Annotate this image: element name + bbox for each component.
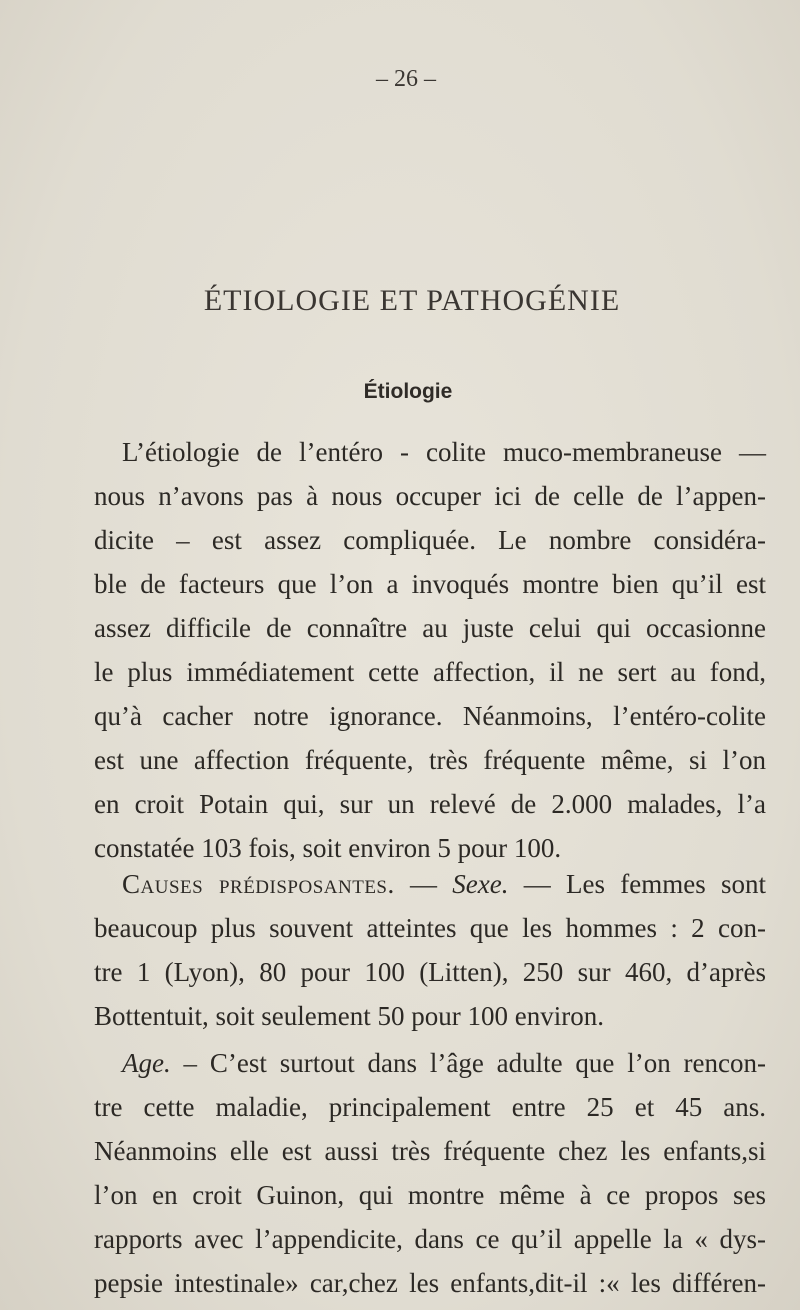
paragraph-first-line bbox=[94, 862, 766, 906]
paragraph-causes-sexe bbox=[94, 862, 766, 1038]
paragraph-line: beaucoup plus souvent atteintes que les hommes : 2 con- bbox=[94, 913, 766, 943]
causes-heading: Causes prédisposantes. bbox=[122, 869, 395, 899]
paragraph-line: tre 1 (Lyon), 80 pour 100 (Litten), 250 sur 460, d’après bbox=[94, 957, 766, 987]
paragraph-line: l’on en croit Guinon, qui montre même à ce propos ses bbox=[94, 1180, 766, 1210]
paragraph-line: Néanmoins elle est aussi très fréquente chez les enfants,si bbox=[94, 1136, 766, 1166]
paragraph-line: constatée 103 fois, soit environ 5 pour 100. bbox=[94, 833, 562, 863]
paragraph-line: L’étiologie de l’entéro - colite muco-membraneuse — bbox=[122, 437, 766, 467]
age-subheading: Age. bbox=[122, 1048, 171, 1078]
first-line-rest: – C’est surtout dans l’âge adulte que l’on rencon- bbox=[170, 1048, 766, 1078]
paragraph-line: Bottentuit, soit seulement 50 pour 100 environ. bbox=[94, 1001, 604, 1031]
paragraph-first-line bbox=[94, 1041, 766, 1085]
paragraph-line: ble de facteurs que l’on a invoqués montre bien qu’il est bbox=[94, 569, 766, 599]
chapter-title: ÉTIOLOGIE ET PATHOGÉNIE bbox=[203, 284, 621, 317]
paragraph-age bbox=[94, 1041, 766, 1305]
paragraph-line: est une affection fréquente, très fréquente même, si l’on bbox=[94, 745, 766, 775]
paragraph-line: nous n’avons pas à nous occuper ici de celle de l’appen- bbox=[94, 481, 766, 511]
paragraph-line: en croit Potain qui, sur un relevé de 2.000 malades, l’a bbox=[94, 789, 766, 819]
paragraph-line: le plus immédiatement cette affection, il ne sert au fond, bbox=[94, 657, 766, 687]
sexe-subheading: Sexe. bbox=[452, 869, 509, 899]
section-title: Étiologie bbox=[363, 380, 453, 403]
paragraph-line: assez difficile de connaître au juste celui qui occasionne bbox=[94, 613, 766, 643]
heading-separator: — bbox=[394, 869, 453, 899]
paragraph-line: rapports avec l’appendicite, dans ce qu’il appelle la « dys- bbox=[94, 1224, 766, 1254]
first-line-rest: — Les femmes sont bbox=[508, 869, 766, 899]
paragraph-line: qu’à cacher notre ignorance. Néanmoins, l’entéro-colite bbox=[94, 701, 766, 731]
paragraph-line: tre cette maladie, principalement entre 25 et 45 ans. bbox=[94, 1092, 766, 1122]
paragraph-line: dicite – est assez compliquée. Le nombre considéra- bbox=[94, 525, 766, 555]
paragraph-etiologie bbox=[94, 430, 766, 870]
page-number: – 26 – bbox=[376, 66, 436, 92]
paragraph-line: pepsie intestinale» car,chez les enfants,dit-il :« les différen- bbox=[94, 1268, 766, 1298]
